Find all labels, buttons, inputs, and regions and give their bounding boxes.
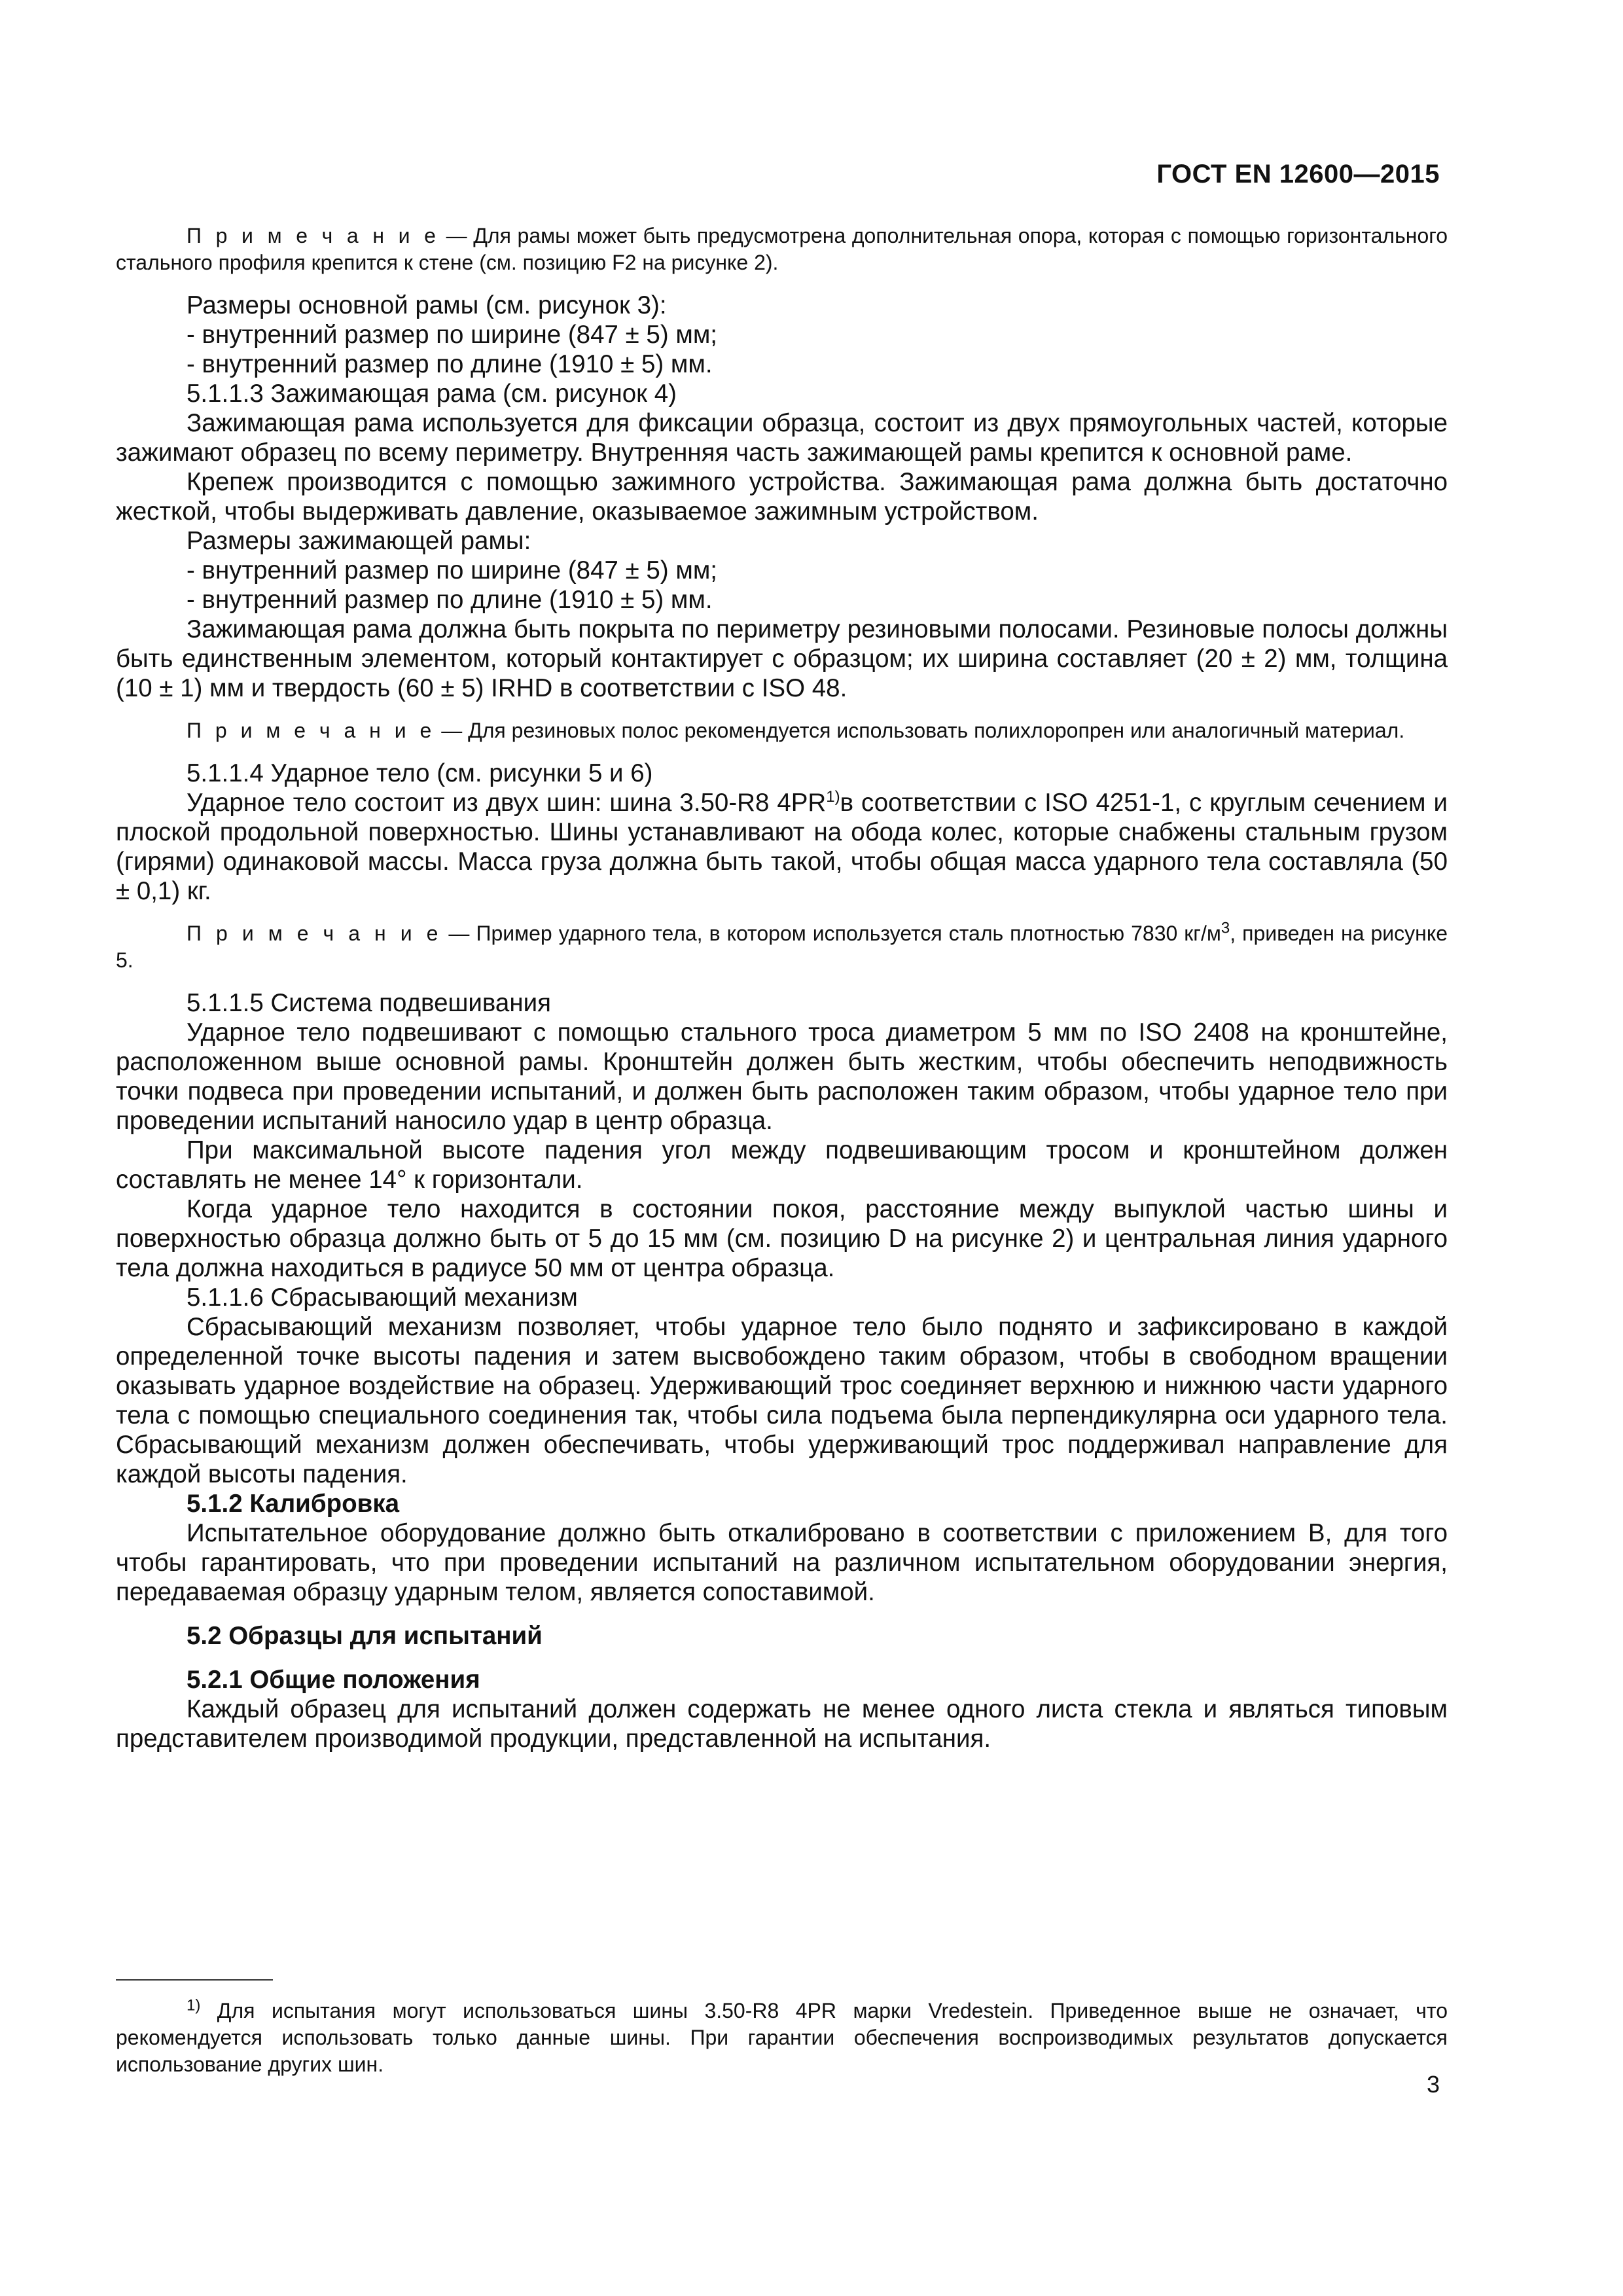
clamp-frame-length: - внутренний размер по длине (1910 ± 5) мм.	[187, 586, 713, 614]
clamp-dims-heading: Размеры зажимающей рамы:	[187, 527, 531, 555]
section-heading-5113: 5.1.1.3 Зажимающая рама (см. рисунок 4)	[187, 380, 677, 408]
note-text-start: — Пример ударного тела, в котором используется сталь плотностью 7830 кг/м	[442, 922, 1221, 945]
section-heading-5114: 5.1.1.4 Ударное тело (см. рисунки 5 и 6)	[187, 759, 653, 787]
note-label: П р и м е ч а н и е	[187, 719, 436, 742]
note-impactor-example	[116, 920, 1448, 974]
footnote-ref: 1)	[826, 788, 840, 806]
note-text: — Для рамы может быть предусмотрена дополнительная опора, которая с помощью горизонтального стального профиля крепится к стене (см. позицию F2 на рисунке 2).	[116, 224, 1448, 274]
main-frame-dims-heading: Размеры основной рамы (см. рисунок 3):	[187, 291, 667, 319]
paragraph-release-mechanism: Сбрасывающий механизм позволяет, чтобы ударное тело было поднято и зафиксировано в каждой определенной точке высоты падения и затем высвобождено таким образом, чтобы в свободном вращении оказывать ударное воздействие на образец. Удерживающий трос соединяет верхнюю и нижнюю части ударного тела с помощью специального соединения так, чтобы сила подъема была перпендикулярна оси ударного тела. Сбрасывающий механизм должен обеспечивать, чтобы удерживающий трос поддерживал направление для каждой высоты падения.	[116, 1313, 1448, 1488]
footnote-separator	[116, 1979, 273, 1981]
page-body	[116, 223, 1448, 1753]
paragraph-calibration: Испытательное оборудование должно быть откалибровано в соответствии с приложением В, для того чтобы гарантировать, что при проведении испытаний на различном испытательном оборудовании энергия, передаваемая образцу ударным телом, является сопоставимой.	[116, 1519, 1448, 1606]
footnote-marker: 1)	[187, 1996, 201, 2015]
section-heading-5116: 5.1.1.6 Сбрасывающий механизм	[187, 1283, 578, 1312]
impactor-text-start: Ударное тело состоит из двух шин: шина 3.50-R8 4PR	[187, 789, 827, 817]
section-heading-52: 5.2 Образцы для испытаний	[187, 1622, 543, 1650]
paragraph-rubber-strips: Зажимающая рама должна быть покрыта по периметру резиновыми полосами. Резиновые полосы должны быть единственным элементом, который контактирует с образцом; их ширина составляет (20 ± 2) мм, толщина (10 ± 1) мм и твердость (60 ± 5) IRHD в соответствии с ISO 48.	[116, 615, 1448, 702]
footnote-paragraph	[116, 1998, 1448, 2078]
note-label: П р и м е ч а н и е	[187, 922, 442, 945]
paragraph-clamp-frame: Зажимающая рама используется для фиксации образца, состоит из двух прямоугольных частей, которые зажимают образец по всему периметру. Внутренняя часть зажимающей рамы крепится к основной раме.	[116, 409, 1448, 467]
clamp-frame-width: - внутренний размер по ширине (847 ± 5) мм;	[187, 556, 717, 584]
page-number: 3	[1426, 2071, 1440, 2098]
paragraph-samples: Каждый образец для испытаний должен содержать не менее одного листа стекла и являться типовым представителем производимой продукции, представленной на испытания.	[116, 1695, 1448, 1753]
paragraph-suspension-2: При максимальной высоте падения угол между подвешивающим тросом и кронштейном должен составлять не менее 14° к горизонтали.	[116, 1136, 1448, 1194]
paragraph-suspension-1: Ударное тело подвешивают с помощью стального троса диаметром 5 мм по ISO 2408 на кронштейне, расположенном выше основной рамы. Кронштейн должен быть жестким, чтобы обеспечить неподвижность точки подвеса при проведении испытаний, и должен быть расположен таким образом, чтобы ударное тело при проведении испытаний наносило удар в центр образца.	[116, 1018, 1448, 1135]
paragraph-impactor	[116, 788, 1448, 906]
note-text: — Для резиновых полос рекомендуется использовать полихлоропрен или аналогичный материал.	[435, 719, 1405, 742]
note-frame-support	[116, 223, 1448, 276]
note-rubber	[116, 717, 1448, 744]
main-frame-width: - внутренний размер по ширине (847 ± 5) мм;	[187, 321, 717, 349]
main-frame-length: - внутренний размер по длине (1910 ± 5) мм.	[187, 350, 713, 378]
note-text-end: , приведен на рисунке 5.	[116, 922, 1448, 972]
impactor-text-end: в соответствии с ISO 4251-1, с круглым сечением и плоской продольной поверхностью. Шины устанавливают на обода колес, которые снабжены стальным грузом (гирями) одинаковой массы. Масса груза должна быть такой, чтобы общая масса ударного тела составляла (50 ± 0,1) кг.	[116, 789, 1448, 905]
paragraph-suspension-3: Когда ударное тело находится в состоянии покоя, расстояние между выпуклой частью шины и поверхностью образца должно быть от 5 до 15 мм (см. позицию D на рисунке 2) и центральная линия ударного тела должна находиться в радиусе 50 мм от центра образца.	[116, 1195, 1448, 1282]
section-heading-5115: 5.1.1.5 Система подвешивания	[187, 989, 551, 1017]
standard-header: ГОСТ EN 12600—2015	[1156, 160, 1440, 188]
section-heading-521: 5.2.1 Общие положения	[187, 1666, 480, 1694]
footnote-text: Для испытания могут использоваться шины 3.50-R8 4PR марки Vredestein. Приведенное выше не означает, что рекомендуется использовать только данные шины. При гарантии обеспечения воспроизводимых результатов допускается использование других шин.	[116, 1999, 1448, 2076]
superscript-3: 3	[1221, 919, 1230, 937]
footnote	[116, 1998, 1448, 2078]
note-label: П р и м е ч а н и е	[187, 224, 440, 247]
section-heading-512: 5.1.2 Калибровка	[187, 1490, 399, 1518]
paragraph-clamp-fixing: Крепеж производится с помощью зажимного устройства. Зажимающая рама должна быть достаточно жесткой, чтобы выдерживать давление, оказываемое зажимным устройством.	[116, 468, 1448, 526]
